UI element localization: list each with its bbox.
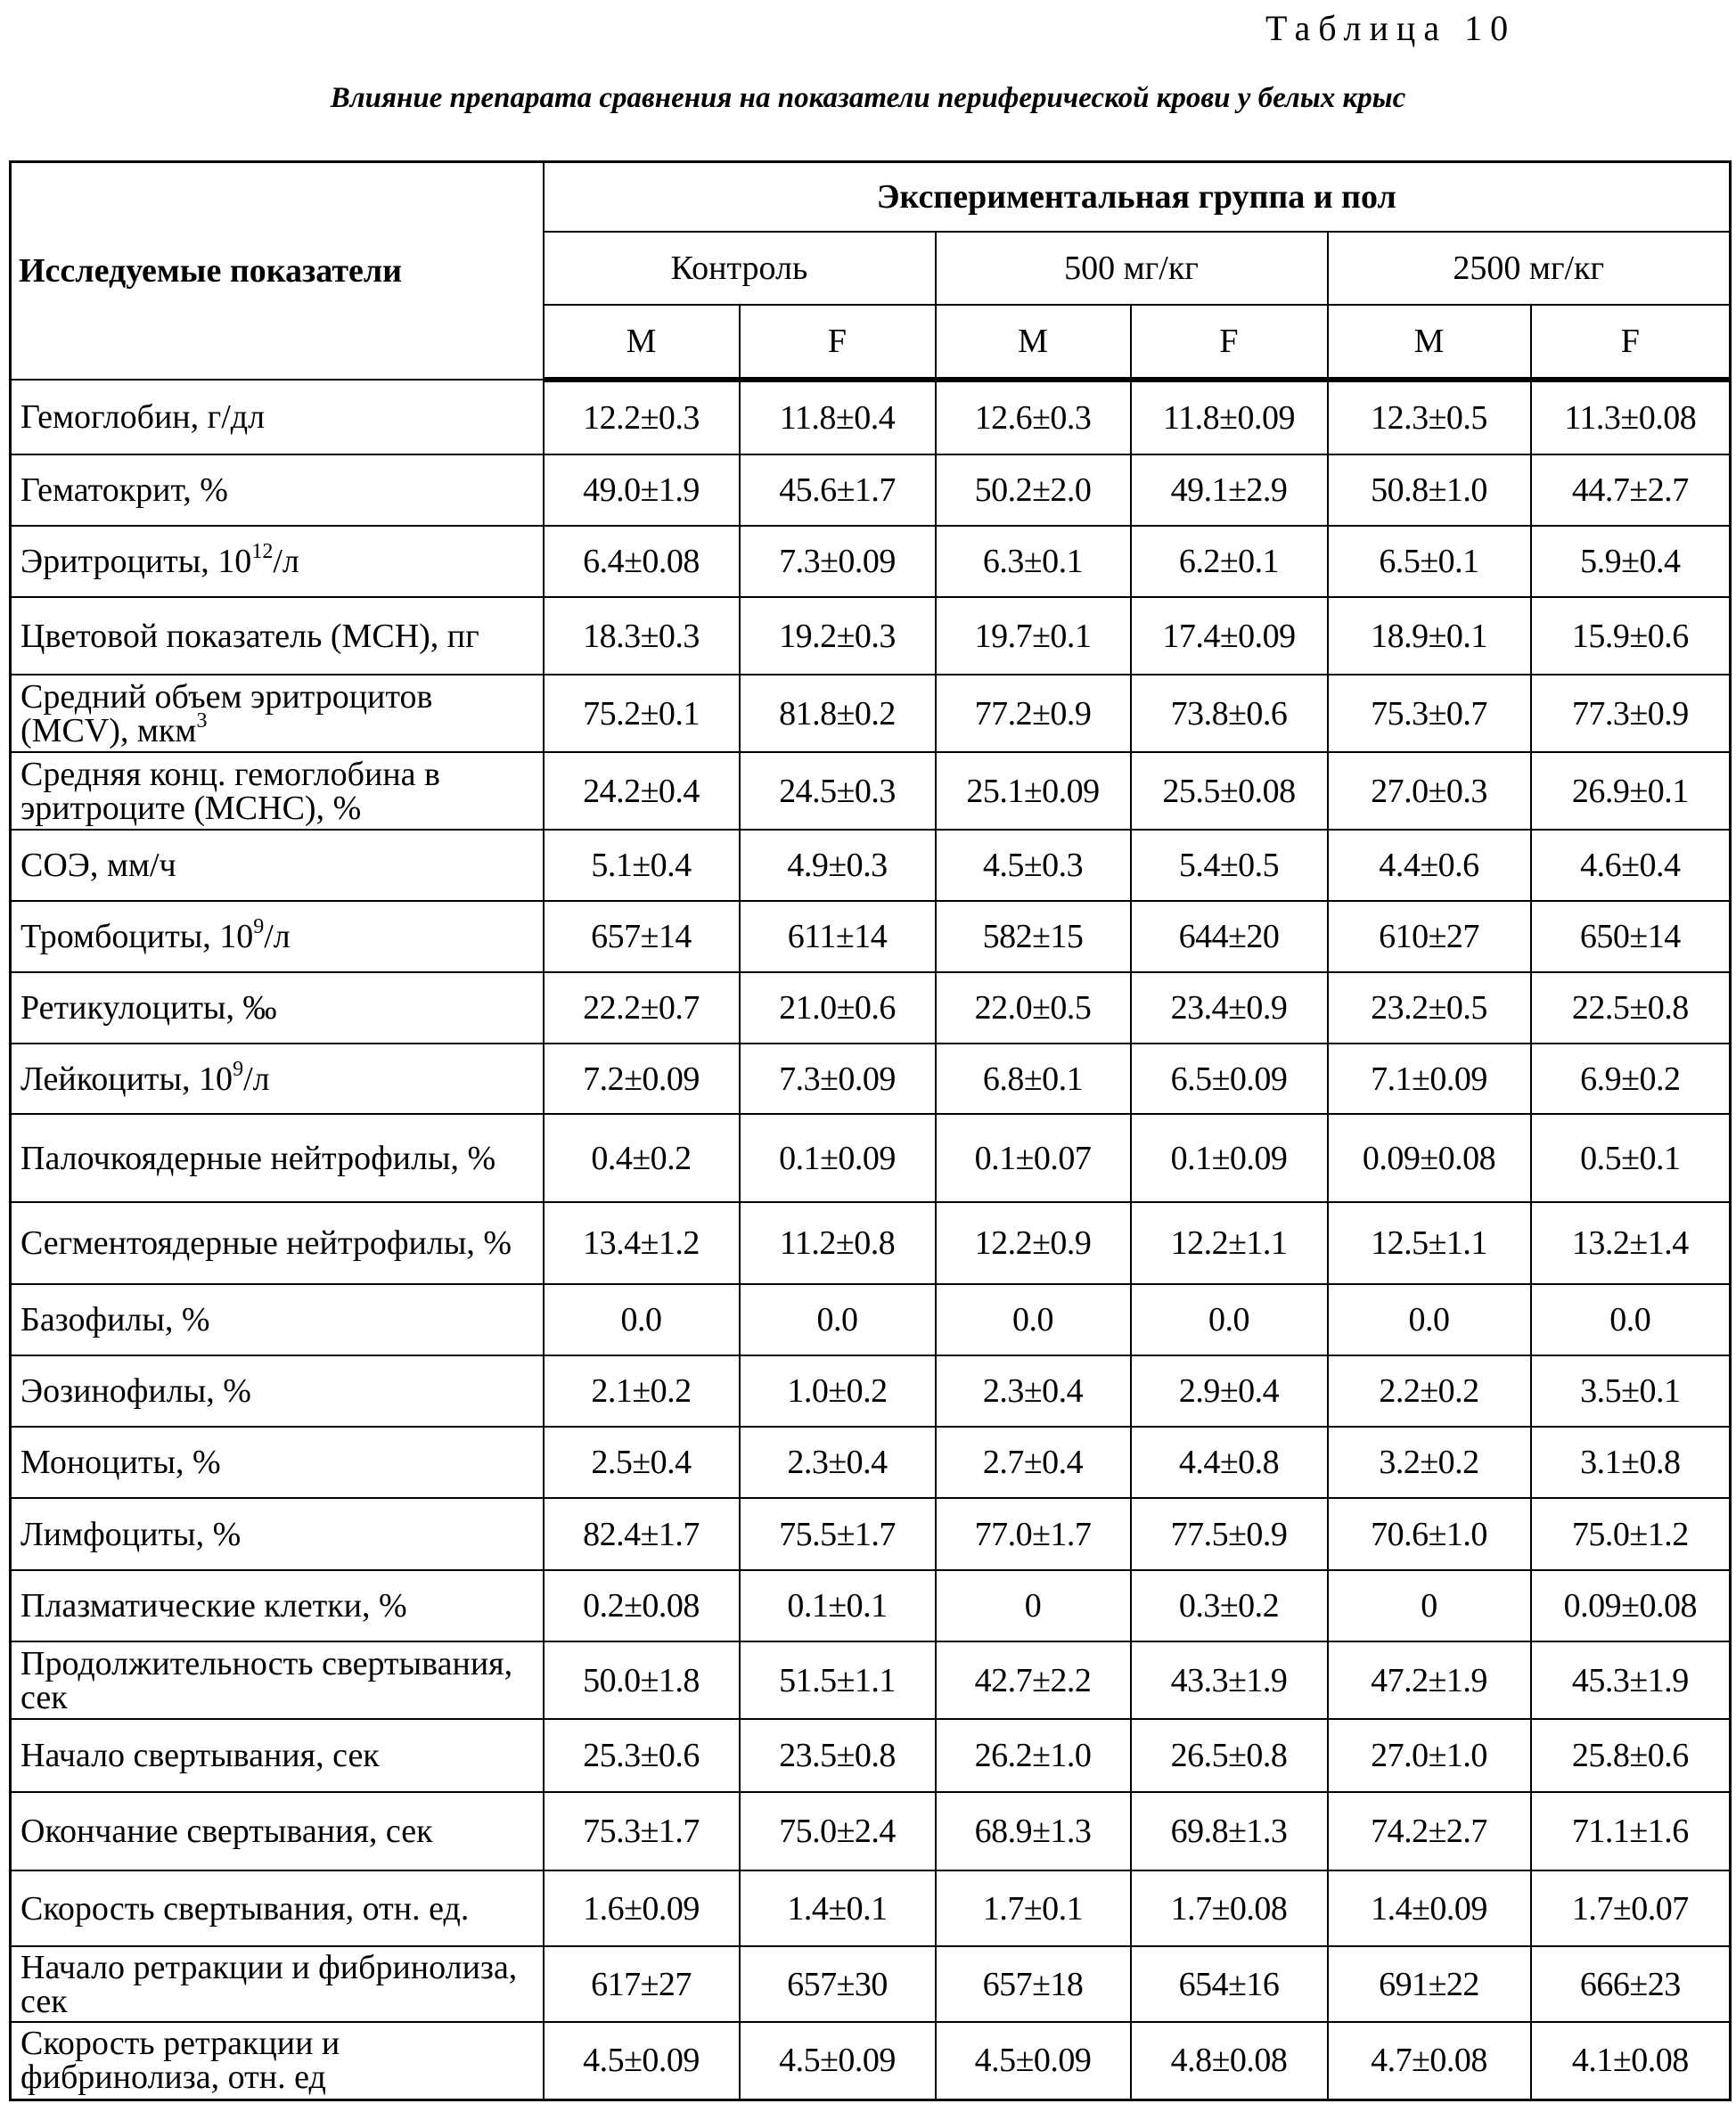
value-cell: 73.8±0.6 xyxy=(1131,675,1328,752)
row-label-unit: /л xyxy=(264,918,291,955)
value-cell: 4.6±0.4 xyxy=(1531,830,1731,901)
row-label-text: Гематокрит, % xyxy=(20,471,228,509)
table-row xyxy=(11,675,1731,752)
row-label xyxy=(11,675,544,752)
value-cell: 12.6±0.3 xyxy=(936,380,1131,454)
sex-header: F xyxy=(1531,305,1731,380)
value-cell: 3.2±0.2 xyxy=(1328,1427,1531,1498)
value-cell: 1.7±0.08 xyxy=(1131,1870,1328,1946)
table-row xyxy=(11,597,1731,675)
value-cell: 70.6±1.0 xyxy=(1328,1498,1531,1570)
value-cell: 6.8±0.1 xyxy=(936,1044,1131,1114)
value-cell: 1.4±0.09 xyxy=(1328,1870,1531,1946)
value-cell: 44.7±2.7 xyxy=(1531,454,1731,526)
sex-header: F xyxy=(1131,305,1328,380)
value-cell: 657±18 xyxy=(936,1946,1131,2022)
value-cell: 4.5±0.09 xyxy=(740,2022,936,2100)
value-cell: 0.0 xyxy=(936,1284,1131,1355)
value-cell: 77.5±0.9 xyxy=(1131,1498,1328,1570)
row-label xyxy=(11,1355,544,1427)
value-cell: 23.2±0.5 xyxy=(1328,972,1531,1044)
row-label-text: Ретикулоциты, ‰ xyxy=(20,989,276,1027)
row-label xyxy=(11,1427,544,1498)
table-row xyxy=(11,1792,1731,1870)
row-label-text: Тромбоциты, 10 xyxy=(20,918,253,955)
table-row xyxy=(11,1870,1731,1946)
value-cell: 50.2±2.0 xyxy=(936,454,1131,526)
table-row xyxy=(11,1719,1731,1792)
value-cell: 81.8±0.2 xyxy=(740,675,936,752)
row-label-superscript: 9 xyxy=(253,915,264,938)
row-label xyxy=(11,526,544,597)
value-cell: 0.0 xyxy=(1131,1284,1328,1355)
value-cell: 77.3±0.9 xyxy=(1531,675,1731,752)
value-cell: 22.5±0.8 xyxy=(1531,972,1731,1044)
table-row xyxy=(11,1570,1731,1641)
row-label xyxy=(11,830,544,901)
row-label xyxy=(11,597,544,675)
value-cell: 666±23 xyxy=(1531,1946,1731,2022)
value-cell: 1.7±0.07 xyxy=(1531,1870,1731,1946)
value-cell: 0.0 xyxy=(1531,1284,1731,1355)
row-label-text: Продолжительность свертывания, сек xyxy=(20,1645,512,1716)
value-cell: 27.0±1.0 xyxy=(1328,1719,1531,1792)
value-cell: 77.2±0.9 xyxy=(936,675,1131,752)
row-label-text: Палочкоядерные нейтрофилы, % xyxy=(20,1140,495,1177)
table-row xyxy=(11,1641,1731,1719)
row-label xyxy=(11,380,544,454)
value-cell: 19.7±0.1 xyxy=(936,597,1131,675)
row-label xyxy=(11,1870,544,1946)
value-cell: 6.5±0.1 xyxy=(1328,526,1531,597)
value-cell: 657±30 xyxy=(740,1946,936,2022)
value-cell: 2.2±0.2 xyxy=(1328,1355,1531,1427)
value-cell: 1.0±0.2 xyxy=(740,1355,936,1427)
row-label xyxy=(11,454,544,526)
table-row xyxy=(11,380,1731,454)
value-cell: 25.8±0.6 xyxy=(1531,1719,1731,1792)
value-cell: 7.3±0.09 xyxy=(740,1044,936,1114)
value-cell: 3.1±0.8 xyxy=(1531,1427,1731,1498)
value-cell: 49.0±1.9 xyxy=(544,454,740,526)
row-label-text: Цветовой показатель (MCH), пг xyxy=(20,618,479,655)
row-label-text: Лимфоциты, % xyxy=(20,1516,241,1553)
value-cell: 45.3±1.9 xyxy=(1531,1641,1731,1719)
value-cell: 657±14 xyxy=(544,901,740,972)
row-label-superscript: 3 xyxy=(196,709,207,733)
value-cell: 5.1±0.4 xyxy=(544,830,740,901)
group-title-header: Экспериментальная группа и пол xyxy=(544,162,1731,233)
value-cell: 6.9±0.2 xyxy=(1531,1044,1731,1114)
sex-header: M xyxy=(936,305,1131,380)
value-cell: 0 xyxy=(936,1570,1131,1641)
value-cell: 1.4±0.1 xyxy=(740,1870,936,1946)
value-cell: 691±22 xyxy=(1328,1946,1531,2022)
row-label xyxy=(11,1202,544,1284)
value-cell: 4.9±0.3 xyxy=(740,830,936,901)
value-cell: 18.3±0.3 xyxy=(544,597,740,675)
value-cell: 75.3±0.7 xyxy=(1328,675,1531,752)
value-cell: 0.0 xyxy=(544,1284,740,1355)
value-cell: 610±27 xyxy=(1328,901,1531,972)
value-cell: 11.8±0.09 xyxy=(1131,380,1328,454)
row-label xyxy=(11,1044,544,1114)
row-label xyxy=(11,1792,544,1870)
value-cell: 82.4±1.7 xyxy=(544,1498,740,1570)
row-label-text: Эозинофилы, % xyxy=(20,1372,251,1410)
value-cell: 4.4±0.6 xyxy=(1328,830,1531,901)
row-label-text: Моноциты, % xyxy=(20,1444,221,1481)
table-row xyxy=(11,972,1731,1044)
group-header-2500: 2500 мг/кг xyxy=(1328,232,1731,305)
value-cell: 582±15 xyxy=(936,901,1131,972)
value-cell: 50.0±1.8 xyxy=(544,1641,740,1719)
table-row xyxy=(11,1355,1731,1427)
value-cell: 0.09±0.08 xyxy=(1328,1114,1531,1202)
table-row xyxy=(11,2022,1731,2100)
value-cell: 0.5±0.1 xyxy=(1531,1114,1731,1202)
value-cell: 11.8±0.4 xyxy=(740,380,936,454)
value-cell: 12.5±1.1 xyxy=(1328,1202,1531,1284)
value-cell: 1.6±0.09 xyxy=(544,1870,740,1946)
value-cell: 18.9±0.1 xyxy=(1328,597,1531,675)
value-cell: 26.9±0.1 xyxy=(1531,752,1731,830)
value-cell: 47.2±1.9 xyxy=(1328,1641,1531,1719)
row-label xyxy=(11,2022,544,2100)
value-cell: 2.9±0.4 xyxy=(1131,1355,1328,1427)
row-label-text: Лейкоциты, 10 xyxy=(20,1060,233,1098)
value-cell: 13.4±1.2 xyxy=(544,1202,740,1284)
value-cell: 2.7±0.4 xyxy=(936,1427,1131,1498)
value-cell: 4.5±0.09 xyxy=(936,2022,1131,2100)
blood-indicators-table xyxy=(9,160,1732,2101)
value-cell: 42.7±2.2 xyxy=(936,1641,1131,1719)
value-cell: 7.1±0.09 xyxy=(1328,1044,1531,1114)
value-cell: 2.3±0.4 xyxy=(740,1427,936,1498)
value-cell: 4.5±0.09 xyxy=(544,2022,740,2100)
row-label xyxy=(11,1284,544,1355)
value-cell: 7.2±0.09 xyxy=(544,1044,740,1114)
row-label-text: Сегментоядерные нейтрофилы, % xyxy=(20,1224,512,1262)
value-cell: 68.9±1.3 xyxy=(936,1792,1131,1870)
value-cell: 4.5±0.3 xyxy=(936,830,1131,901)
value-cell: 24.2±0.4 xyxy=(544,752,740,830)
row-label xyxy=(11,1946,544,2022)
row-label-text: Средняя конц. гемоглобина в эритроците (MCHC), % xyxy=(20,756,440,827)
value-cell: 12.3±0.5 xyxy=(1328,380,1531,454)
table-row xyxy=(11,1498,1731,1570)
value-cell: 0.2±0.08 xyxy=(544,1570,740,1641)
value-cell: 11.3±0.08 xyxy=(1531,380,1731,454)
value-cell: 24.5±0.3 xyxy=(740,752,936,830)
value-cell: 25.3±0.6 xyxy=(544,1719,740,1792)
table-row xyxy=(11,901,1731,972)
value-cell: 75.5±1.7 xyxy=(740,1498,936,1570)
value-cell: 26.5±0.8 xyxy=(1131,1719,1328,1792)
value-cell: 4.1±0.08 xyxy=(1531,2022,1731,2100)
row-label xyxy=(11,752,544,830)
value-cell: 69.8±1.3 xyxy=(1131,1792,1328,1870)
row-label xyxy=(11,1114,544,1202)
value-cell: 654±16 xyxy=(1131,1946,1328,2022)
table-row xyxy=(11,1114,1731,1202)
value-cell: 4.4±0.8 xyxy=(1131,1427,1328,1498)
row-label-text: Скорость свертывания, отн. ед. xyxy=(20,1890,469,1928)
sex-header: M xyxy=(1328,305,1531,380)
value-cell: 0.09±0.08 xyxy=(1531,1570,1731,1641)
row-label xyxy=(11,901,544,972)
row-label xyxy=(11,1719,544,1792)
value-cell: 4.7±0.08 xyxy=(1328,2022,1531,2100)
value-cell: 6.5±0.09 xyxy=(1131,1044,1328,1114)
value-cell: 51.5±1.1 xyxy=(740,1641,936,1719)
value-cell: 19.2±0.3 xyxy=(740,597,936,675)
table-row xyxy=(11,752,1731,830)
value-cell: 75.2±0.1 xyxy=(544,675,740,752)
value-cell: 11.2±0.8 xyxy=(740,1202,936,1284)
value-cell: 3.5±0.1 xyxy=(1531,1355,1731,1427)
row-label-unit: /л xyxy=(273,543,299,580)
table-row xyxy=(11,1284,1731,1355)
value-cell: 75.3±1.7 xyxy=(544,1792,740,1870)
group-header-control: Контроль xyxy=(544,232,936,305)
value-cell: 26.2±1.0 xyxy=(936,1719,1131,1792)
row-label-text: Скорость ретракции и фибринолиза, отн. ед xyxy=(20,2025,340,2096)
table-number: Таблица 10 xyxy=(1265,7,1516,49)
value-cell: 74.2±2.7 xyxy=(1328,1792,1531,1870)
value-cell: 611±14 xyxy=(740,901,936,972)
table-row xyxy=(11,1044,1731,1114)
value-cell: 6.3±0.1 xyxy=(936,526,1131,597)
value-cell: 7.3±0.09 xyxy=(740,526,936,597)
value-cell: 71.1±1.6 xyxy=(1531,1792,1731,1870)
table-row xyxy=(11,1202,1731,1284)
row-label xyxy=(11,972,544,1044)
row-label-superscript: 9 xyxy=(233,1058,243,1081)
value-cell: 23.4±0.9 xyxy=(1131,972,1328,1044)
value-cell: 27.0±0.3 xyxy=(1328,752,1531,830)
row-label-text: Начало свертывания, сек xyxy=(20,1737,380,1774)
value-cell: 23.5±0.8 xyxy=(740,1719,936,1792)
value-cell: 2.3±0.4 xyxy=(936,1355,1131,1427)
value-cell: 0.4±0.2 xyxy=(544,1114,740,1202)
row-label-superscript: 12 xyxy=(251,540,273,563)
row-label-text: Начало ретракции и фибринолиза, сек xyxy=(20,1949,517,2020)
sex-header: F xyxy=(740,305,936,380)
value-cell: 0.3±0.2 xyxy=(1131,1570,1328,1641)
value-cell: 12.2±1.1 xyxy=(1131,1202,1328,1284)
value-cell: 25.1±0.09 xyxy=(936,752,1131,830)
table-row xyxy=(11,454,1731,526)
value-cell: 644±20 xyxy=(1131,901,1328,972)
value-cell: 17.4±0.09 xyxy=(1131,597,1328,675)
value-cell: 22.0±0.5 xyxy=(936,972,1131,1044)
table-row xyxy=(11,526,1731,597)
value-cell: 0.0 xyxy=(1328,1284,1531,1355)
value-cell: 2.5±0.4 xyxy=(544,1427,740,1498)
row-label-text: Гемоглобин, г/дл xyxy=(20,398,265,436)
value-cell: 5.4±0.5 xyxy=(1131,830,1328,901)
value-cell: 1.7±0.1 xyxy=(936,1870,1131,1946)
row-label xyxy=(11,1641,544,1719)
value-cell: 45.6±1.7 xyxy=(740,454,936,526)
row-label-unit: /л xyxy=(243,1060,270,1098)
value-cell: 15.9±0.6 xyxy=(1531,597,1731,675)
value-cell: 0.0 xyxy=(740,1284,936,1355)
value-cell: 75.0±2.4 xyxy=(740,1792,936,1870)
row-label xyxy=(11,1570,544,1641)
value-cell: 0.1±0.09 xyxy=(740,1114,936,1202)
value-cell: 21.0±0.6 xyxy=(740,972,936,1044)
value-cell: 0 xyxy=(1328,1570,1531,1641)
row-label-header: Исследуемые показатели xyxy=(11,162,544,381)
sex-header: M xyxy=(544,305,740,380)
value-cell: 49.1±2.9 xyxy=(1131,454,1328,526)
value-cell: 75.0±1.2 xyxy=(1531,1498,1731,1570)
value-cell: 617±27 xyxy=(544,1946,740,2022)
row-label-text: Базофилы, % xyxy=(20,1301,210,1338)
value-cell: 0.1±0.1 xyxy=(740,1570,936,1641)
table-row xyxy=(11,830,1731,901)
table-row xyxy=(11,1427,1731,1498)
value-cell: 6.2±0.1 xyxy=(1131,526,1328,597)
row-label-text: СОЭ, мм/ч xyxy=(20,847,176,884)
value-cell: 50.8±1.0 xyxy=(1328,454,1531,526)
row-label xyxy=(11,1498,544,1570)
group-header-500: 500 мг/кг xyxy=(936,232,1328,305)
value-cell: 2.1±0.2 xyxy=(544,1355,740,1427)
value-cell: 13.2±1.4 xyxy=(1531,1202,1731,1284)
row-label-text: Плазматические клетки, % xyxy=(20,1587,407,1625)
value-cell: 0.1±0.07 xyxy=(936,1114,1131,1202)
value-cell: 650±14 xyxy=(1531,901,1731,972)
row-label-text: Средний объем эритроцитов (MCV), мкм xyxy=(20,678,432,749)
row-label-text: Эритроциты, 10 xyxy=(20,543,251,580)
row-label-text: Окончание свертывания, сек xyxy=(20,1813,433,1850)
table-row xyxy=(11,1946,1731,2022)
table-caption: Влияние препарата сравнения на показатели периферической крови у белых крыс xyxy=(0,82,1736,115)
value-cell: 25.5±0.08 xyxy=(1131,752,1328,830)
value-cell: 12.2±0.9 xyxy=(936,1202,1131,1284)
value-cell: 77.0±1.7 xyxy=(936,1498,1131,1570)
value-cell: 0.1±0.09 xyxy=(1131,1114,1328,1202)
value-cell: 5.9±0.4 xyxy=(1531,526,1731,597)
value-cell: 22.2±0.7 xyxy=(544,972,740,1044)
value-cell: 4.8±0.08 xyxy=(1131,2022,1328,2100)
value-cell: 43.3±1.9 xyxy=(1131,1641,1328,1719)
value-cell: 6.4±0.08 xyxy=(544,526,740,597)
value-cell: 12.2±0.3 xyxy=(544,380,740,454)
